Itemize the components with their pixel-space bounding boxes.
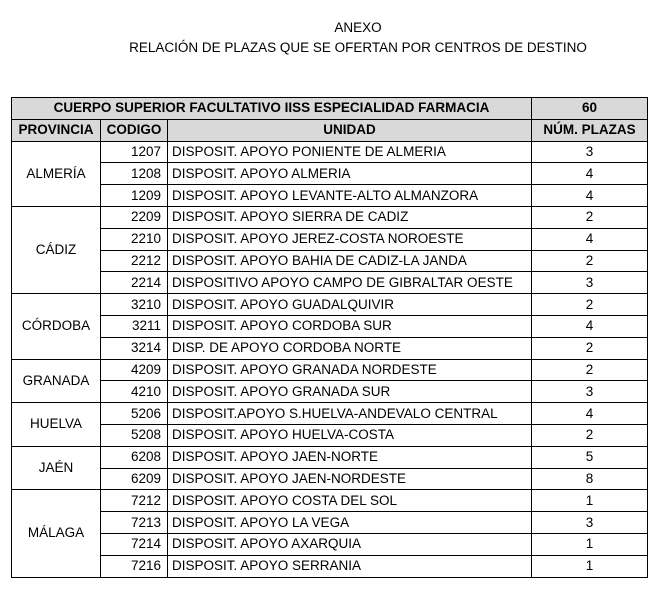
table-row [12, 185, 648, 207]
plazas-cell: 3 [532, 381, 648, 403]
unit-cell: DISPOSIT. APOYO JEREZ-COSTA NOROESTE [168, 228, 532, 250]
province-cell: CÁDIZ [12, 206, 101, 293]
group-header-row [12, 98, 648, 120]
table-row [12, 533, 648, 555]
group-title: CUERPO SUPERIOR FACULTATIVO IISS ESPECIALIDAD FARMACIA [12, 98, 532, 120]
plazas-cell: 4 [532, 163, 648, 185]
plazas-cell: 4 [532, 403, 648, 425]
column-header-num-plazas: NÚM. PLAZAS [532, 119, 648, 141]
unit-cell: DISPOSIT. APOYO LEVANTE-ALTO ALMANZORA [168, 185, 532, 207]
plazas-cell: 4 [532, 185, 648, 207]
table-row [12, 315, 648, 337]
table-row [12, 446, 648, 468]
column-header-row [12, 119, 648, 141]
code-cell: 2212 [101, 250, 168, 272]
unit-cell: DISPOSIT. APOYO CORDOBA SUR [168, 315, 532, 337]
code-cell: 2210 [101, 228, 168, 250]
table-row [12, 359, 648, 381]
plazas-cell: 1 [532, 555, 648, 577]
plazas-cell: 8 [532, 468, 648, 490]
province-cell: JAÉN [12, 446, 101, 490]
unit-cell: DISPOSIT.APOYO S.HUELVA-ANDEVALO CENTRAL [168, 403, 532, 425]
table-row [12, 512, 648, 534]
code-cell: 3211 [101, 315, 168, 337]
unit-cell: DISPOSIT. APOYO GRANADA SUR [168, 381, 532, 403]
plazas-cell: 1 [532, 533, 648, 555]
table-row [12, 294, 648, 316]
unit-cell: DISPOSIT. APOYO JAEN-NORDESTE [168, 468, 532, 490]
unit-cell: DISPOSIT. APOYO GRANADA NORDESTE [168, 359, 532, 381]
code-cell: 2209 [101, 206, 168, 228]
plazas-cell: 3 [532, 512, 648, 534]
column-header-provincia: PROVINCIA [12, 119, 101, 141]
table-row [12, 555, 648, 577]
plazas-cell: 2 [532, 424, 648, 446]
unit-cell: DISPOSIT. APOYO PONIENTE DE ALMERIA [168, 141, 532, 163]
plazas-cell: 2 [532, 294, 648, 316]
unit-cell: DISPOSIT. APOYO ALMERIA [168, 163, 532, 185]
plazas-cell: 4 [532, 228, 648, 250]
code-cell: 6209 [101, 468, 168, 490]
code-cell: 4209 [101, 359, 168, 381]
table-row [12, 163, 648, 185]
plazas-cell: 3 [532, 272, 648, 294]
unit-cell: DISP. DE APOYO CORDOBA NORTE [168, 337, 532, 359]
column-header-unidad: UNIDAD [168, 119, 532, 141]
table-row [12, 490, 648, 512]
unit-cell: DISPOSIT. APOYO HUELVA-COSTA [168, 424, 532, 446]
code-cell: 5206 [101, 403, 168, 425]
column-header-codigo: CODIGO [101, 119, 168, 141]
unit-cell: DISPOSIT. APOYO BAHIA DE CADIZ-LA JANDA [168, 250, 532, 272]
table-row [12, 206, 648, 228]
plazas-cell: 3 [532, 141, 648, 163]
province-cell: MÁLAGA [12, 490, 101, 577]
code-cell: 2214 [101, 272, 168, 294]
table-body [12, 141, 648, 577]
plazas-cell: 2 [532, 337, 648, 359]
code-cell: 1208 [101, 163, 168, 185]
plazas-cell: 2 [532, 359, 648, 381]
group-total: 60 [532, 98, 648, 120]
table-row [12, 403, 648, 425]
table-row [12, 250, 648, 272]
unit-cell: DISPOSIT. APOYO GUADALQUIVIR [168, 294, 532, 316]
table-row [12, 337, 648, 359]
annex-title: ANEXO [334, 20, 382, 35]
plazas-cell: 5 [532, 446, 648, 468]
plazas-cell: 2 [532, 250, 648, 272]
code-cell: 7214 [101, 533, 168, 555]
table-row [12, 468, 648, 490]
table-row [12, 381, 648, 403]
province-cell: CÓRDOBA [12, 294, 101, 359]
code-cell: 7213 [101, 512, 168, 534]
code-cell: 4210 [101, 381, 168, 403]
code-cell: 1207 [101, 141, 168, 163]
unit-cell: DISPOSIT. APOYO SERRANIA [168, 555, 532, 577]
annex-subtitle: RELACIÓN DE PLAZAS QUE SE OFERTAN POR CENTROS DE DESTINO [129, 40, 587, 55]
unit-cell: DISPOSIT. APOYO COSTA DEL SOL [168, 490, 532, 512]
plazas-cell: 4 [532, 315, 648, 337]
code-cell: 7212 [101, 490, 168, 512]
unit-cell: DISPOSITIVO APOYO CAMPO DE GIBRALTAR OESTE [168, 272, 532, 294]
province-cell: ALMERÍA [12, 141, 101, 206]
plazas-cell: 1 [532, 490, 648, 512]
table-row [12, 424, 648, 446]
code-cell: 1209 [101, 185, 168, 207]
table-row [12, 141, 648, 163]
plazas-cell: 2 [532, 206, 648, 228]
code-cell: 5208 [101, 424, 168, 446]
code-cell: 3214 [101, 337, 168, 359]
code-cell: 6208 [101, 446, 168, 468]
code-cell: 7216 [101, 555, 168, 577]
unit-cell: DISPOSIT. APOYO JAEN-NORTE [168, 446, 532, 468]
table-row [12, 272, 648, 294]
unit-cell: DISPOSIT. APOYO LA VEGA [168, 512, 532, 534]
unit-cell: DISPOSIT. APOYO AXARQUIA [168, 533, 532, 555]
positions-table [11, 97, 648, 578]
unit-cell: DISPOSIT. APOYO SIERRA DE CADIZ [168, 206, 532, 228]
code-cell: 3210 [101, 294, 168, 316]
province-cell: HUELVA [12, 403, 101, 447]
province-cell: GRANADA [12, 359, 101, 403]
table-row [12, 228, 648, 250]
